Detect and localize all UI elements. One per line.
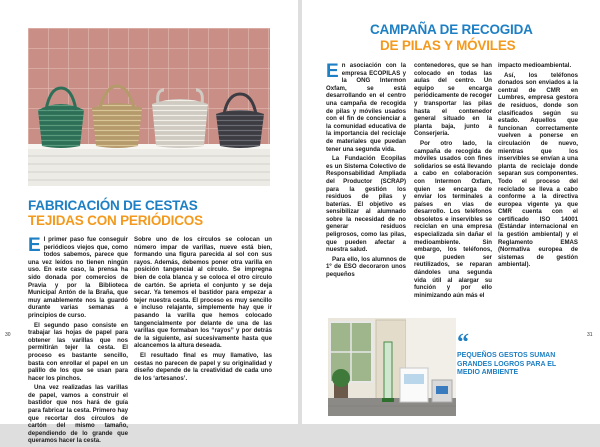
article-title-line1: FABRICACIÓN DE CESTAS bbox=[28, 198, 198, 213]
right-column-3 bbox=[498, 62, 578, 271]
left-column-2 bbox=[134, 236, 272, 384]
quote-mark: “ bbox=[457, 330, 469, 356]
article-title-line1: CAMPAÑA DE RECOGIDA bbox=[370, 22, 533, 37]
baskets-photo bbox=[28, 28, 270, 186]
page-number: 31 bbox=[587, 332, 593, 338]
paragraph: impacto medioambiental. bbox=[498, 62, 572, 69]
right-column-1 bbox=[326, 62, 406, 281]
left-page bbox=[0, 0, 298, 445]
right-column-2 bbox=[414, 62, 492, 301]
paragraph: l primer paso fue conseguir periódicos viejos que, como todos sabemos, parece que una vez leídos no tienen ningún uso. En este caso, la prensa ha sido donada por comercios de Pravia y por la Biblioteca Municipal Antón de la Braña, que muy amablemente nos la guardó durante varias semanas a principios de curso. bbox=[28, 236, 128, 319]
paragraph: Para ello, los alumnos de 1º de ESO decoraron unos pequeños bbox=[326, 255, 406, 279]
left-column-1 bbox=[28, 236, 128, 447]
paragraph: Así, los teléfonos donados son enviados a la central de CMR en Lumbres, empresa gestora de residuos, donde son clasificados según su estado. Aquellos que funcionan correctamente vuelven a ponerse en circulación de nuevo, mientras que los inservibles se envían a una planta de reciclaje donde separan sus componentes. Todo el proceso del reciclado se lleva a cabo conforme a la directiva europea vigente ya que CMR cuenta con el certificado ISO 14001 (Estándar internacional en la gestión ambiental) y el Reglamento EMAS (Normativa europea de sistemas de gestión ambiental). bbox=[498, 71, 578, 269]
paragraph: Sobre uno de los círculos se colocan un número impar de varillas, nueve está bien, formando una figura parecida al sol con sus rayos. Además, debemos poner otra varilla en posición tangencial al círculo. Se impregna bien de cola blanca y se coloca el otro círculo de cartón. Se aprieta el conjunto y se deja secar. Ya tenemos el bastidor para empezar a tejer nuestra cesta. El proceso es muy sencillo e incluso relajante, simplemente hay que ir pasando la varilla que hemos colocado tangencialmente por delante de una de las varillas que formaban los “rayos” y por detrás de la siguiente, así sucesivamente hasta que alcancemos la altura deseada. bbox=[134, 236, 272, 350]
article-title-line2: DE PILAS Y MÓVILES bbox=[380, 38, 516, 53]
article-title-line2: TEJIDAS CON PERIÓDICOS bbox=[28, 213, 203, 228]
paragraph: n asociación con la empresa ECOPILAS y la ONG Intermon Oxfam, se está desarrollando en el centro una campaña de recogida de pilas y móviles usados con el fin de concienciar a la comunidad educativa de la importancia del reciclaje de materiales que puedan tener una segunda vida. bbox=[326, 62, 406, 153]
pull-quote: PEQUEÑOS GESTOS SUMAN GRANDES LOGROS PARA EL MEDIO AMBIENTE bbox=[457, 352, 557, 376]
paragraph: Por otro lado, la campaña de recogida de móviles usados con fines solidarios se está llevando a cabo en colaboración con Intermon Oxfam, quien se encarga de enviar los terminales a países en vías de desarrollo. Los teléfonos obsoletos e inservibles se reciclan en una empresa especializada sin dañar el medioambiente. Sin embargo, los teléfonos, que pueden ser reutilizados, se reparan dándoles una segunda vida útil al alargar su función y por ello minimizando aún más el bbox=[414, 139, 492, 299]
paragraph: contenedores, que se han colocado en todas las aulas del centro. Un equipo se encarga periódicamente de recoger y transportar las pilas hasta el contenedor general situado en la planta baja, junto a Conserjería. bbox=[414, 62, 492, 138]
paragraph: El segundo paso consiste en trabajar las hojas de papel para obtener las varillas que nos permitirán tejer la cesta. El proceso es bastante sencillo, basta con enrollar el papel en un palillo de los que se usan para hacer los pinchos. bbox=[28, 321, 128, 382]
paragraph: El resultado final es muy llamativo, las cestas no parecen de papel y su originalidad y diseño depende de la creatividad de cada uno de los ‘artesanos’. bbox=[134, 351, 272, 382]
recycling-bins-photo bbox=[328, 318, 456, 416]
paragraph: Una vez realizadas las varillas de papel, vamos a construir el bastidor que nos hará de guía para fabricar la cesta. Primero hay que recortar dos círculos de cartón del mismo tamaño, dependiendo de lo grande que queramos hacer la cesta. bbox=[28, 384, 128, 445]
paragraph: La Fundación Ecopilas es un Sistema Colectivo de Responsabilidad Ampliada del Productor (SCRAP) para la gestión los residuos de pilas y baterías. El objetivo es sensibilizar al alumnado sobre la necesidad de no generar residuos peligrosos, como las pilas, que pueden afectar a nuestra salud. bbox=[326, 155, 406, 254]
page-number: 30 bbox=[5, 332, 11, 338]
dropcap: E bbox=[28, 235, 41, 256]
right-page bbox=[302, 0, 600, 424]
dropcap: E bbox=[326, 61, 339, 82]
